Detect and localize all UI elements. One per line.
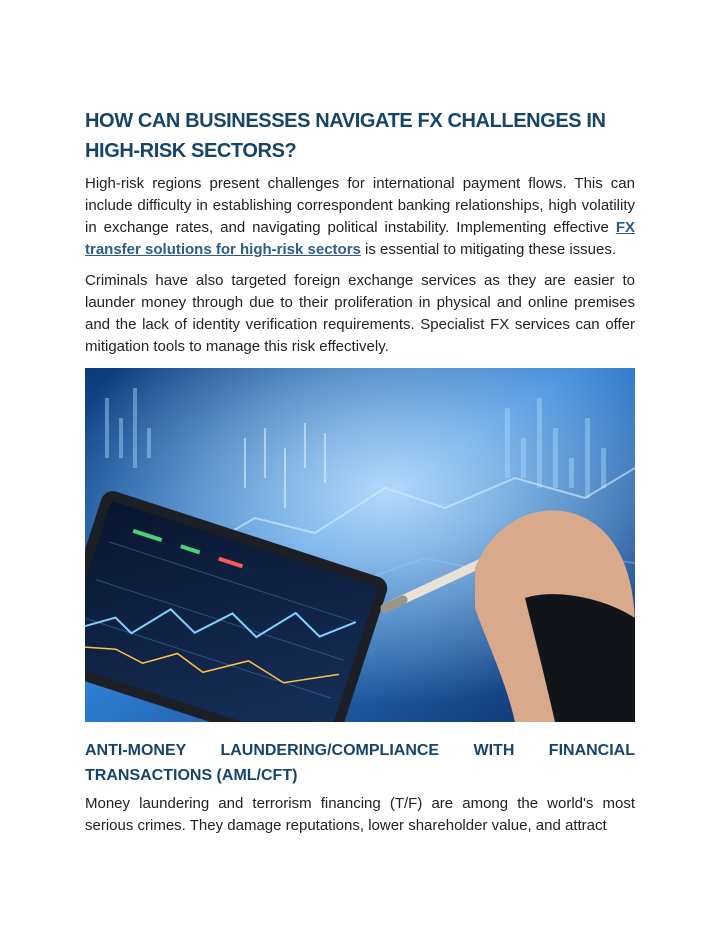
paragraph-1 (85, 173, 635, 261)
article-content (85, 106, 635, 837)
section-heading: HOW CAN BUSINESSES NAVIGATE FX CHALLENGES IN HIGH-RISK SECTORS? (85, 110, 606, 162)
paragraph-1-text-end: is essential to mitigating these issues. (360, 241, 617, 258)
fx-transfer-solutions-link[interactable]: FX transfer solutions for high-risk sectors (85, 219, 635, 258)
tablet-trading-chart-image (85, 368, 635, 722)
section-subheading: ANTI-MONEY LAUNDERING/COMPLIANCE WITH FINANCIAL TRANSACTIONS (AML/CFT) (85, 742, 635, 784)
paragraph-2: Criminals have also targeted foreign exchange services as they are easier to launder money through due to their proliferation in physical and online premises and the lack of identity verification requirements. Specialist FX services can offer mitigation tools to manage this risk effectively. (85, 272, 635, 355)
paragraph-3: Money laundering and terrorism financing (T/F) are among the world's most serious crimes. They damage reputations, lower shareholder value, and attract (85, 795, 635, 834)
paragraph-1-text-start: High-risk regions present challenges for international payment flows. This can include difficulty in establishing correspondent banking relationships, high volatility in exchange rates, and navigating political instability. Implementing effective (85, 175, 635, 236)
hero-illustration (85, 368, 635, 722)
